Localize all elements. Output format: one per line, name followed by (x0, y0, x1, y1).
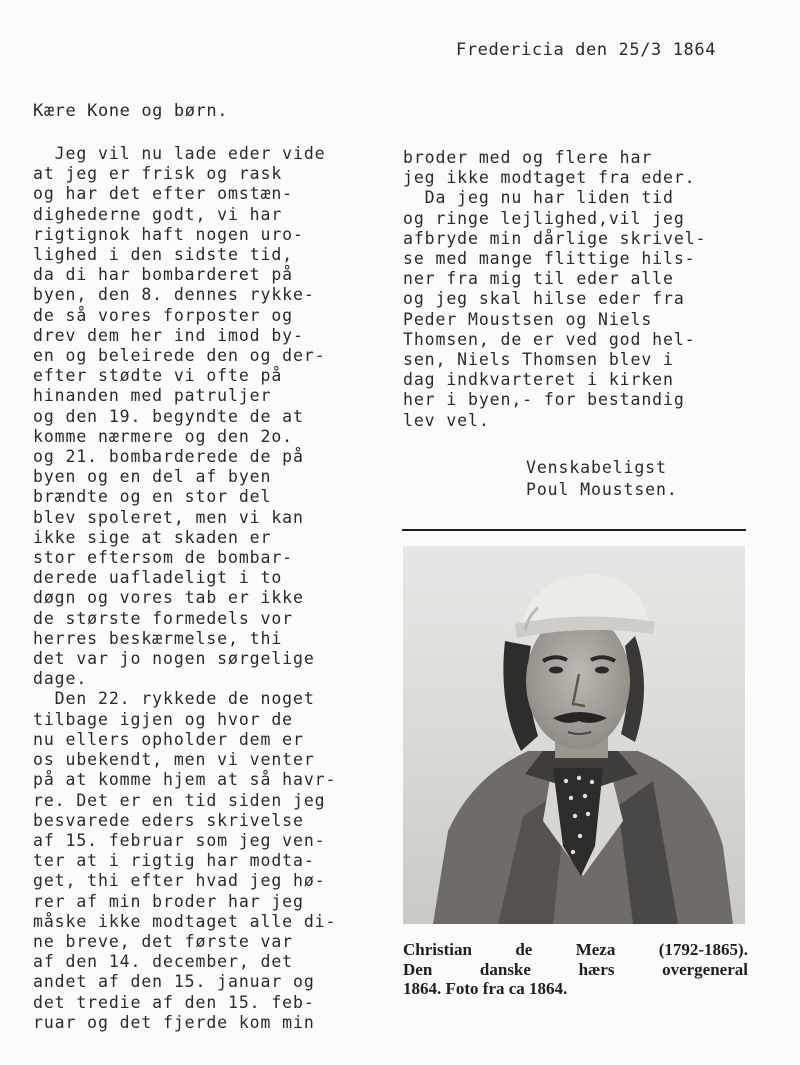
letter-line: nu ellers opholder dem er (33, 729, 304, 749)
portrait-photo (403, 546, 745, 924)
letter-line: besvarede eders skrivelse (33, 810, 304, 830)
letter-line: byen, den 8. dennes rykke- (33, 285, 315, 305)
letter-body-left-column (33, 144, 378, 1033)
signature-name: Poul Moustsen. (526, 480, 678, 499)
letter-line: det tredie af den 15. feb- (33, 992, 315, 1012)
letter-line: ne breve, det første var (33, 931, 294, 951)
letter-line: stor eftersom de bombar- (33, 548, 294, 568)
letter-line: og jeg skal hilse eder fra (403, 289, 685, 309)
letter-line: herres beskærmelse, thi (33, 628, 283, 648)
letter-line: komme nærmere og den 2o. (33, 426, 294, 446)
letter-line: ner fra mig til eder alle (403, 269, 674, 289)
letter-line: her i byen,- for bestandig (403, 390, 685, 410)
closing-text: Venskabeligst (526, 458, 667, 477)
photo-caption (403, 940, 748, 999)
letter-line: de største formedels vor (33, 608, 294, 628)
letter-signature-block (526, 457, 678, 501)
letter-line: måske ikke modtaget alle di- (33, 911, 337, 931)
letter-line: at jeg er frisk og rask (33, 164, 283, 184)
caption-line-2 (403, 960, 748, 980)
letter-line: re. Det er en tid siden jeg (33, 790, 326, 810)
letter-line: hinanden med patruljer (33, 386, 272, 406)
letter-line: os ubekendt, men vi venter (33, 750, 315, 770)
caption-word: hærs (578, 959, 615, 979)
letter-line: byen og en del af byen (33, 467, 272, 487)
letter-line: dag indkvarteret i kirken (403, 370, 674, 390)
letter-line: drev dem her ind imod by- (33, 325, 304, 345)
letter-line: dighederne godt, vi har (33, 204, 283, 224)
letter-line: ruar og det fjerde kom min (33, 1012, 315, 1032)
letter-line: af den 14. december, det (33, 952, 294, 972)
letter-line: de så vores forposter og (33, 305, 294, 325)
letter-line: ikke sige at skaden er (33, 527, 272, 547)
letter-line: lev vel. (403, 410, 490, 430)
letter-body-right-column (403, 148, 773, 431)
letter-line: sen, Niels Thomsen blev i (403, 350, 674, 370)
letter-line: ter at i rigtig har modta- (33, 851, 315, 871)
letter-greeting: Kære Kone og børn. (33, 101, 229, 121)
letter-line: efter stødte vi ofte på (33, 366, 283, 386)
letter-line: derede uafladeligt i to (33, 568, 283, 588)
letter-line: afbryde min dårlige skrivel- (403, 228, 707, 248)
letter-line: tilbage igjen og hvor de (33, 709, 294, 729)
letter-line: døgn og vores tab er ikke (33, 588, 304, 608)
caption-year: 1864. (403, 979, 442, 998)
caption-word: Den (403, 959, 433, 979)
caption-word: Meza (575, 940, 616, 959)
letter-line: og 21. bombarderede de på (33, 447, 304, 467)
letter-line: Jeg vil nu lade eder vide (33, 144, 326, 163)
letter-line: og ringe lejlighed,vil jeg (403, 208, 685, 228)
letter-line: get, thi efter hvad jeg hø- (33, 871, 326, 891)
letter-line: se med mange flittige hils- (403, 249, 696, 269)
letter-line: Peder Moustsen og Niels (403, 309, 653, 329)
caption-word: danske (479, 959, 531, 979)
letter-line: jeg ikke modtaget fra eder. (403, 168, 696, 188)
caption-word: Christian (403, 940, 472, 959)
caption-photo-note: Foto fra ca 1864. (441, 979, 568, 998)
letter-line: af 15. februar som jeg ven- (33, 830, 326, 850)
caption-line-3 (403, 979, 748, 999)
letter-line: lighed i den sidste tid, (33, 245, 294, 265)
letter-line: og har det efter omstæn- (33, 184, 294, 204)
letter-line: Den 22. rykkede de noget (33, 689, 315, 709)
letter-line: en og beleirede den og der- (33, 346, 326, 366)
letter-line: Da jeg nu har liden tid (403, 188, 674, 208)
letter-line: Thomsen, de er ved god hel- (403, 329, 696, 349)
letter-line: broder med og flere har (403, 148, 653, 167)
letter-line: dage. (33, 669, 88, 689)
letter-line: og den 19. begyndte de at (33, 406, 304, 426)
letter-line: det var jo nogen sørgelige (33, 649, 315, 669)
letter-line: på at komme hjem at så havr- (33, 770, 337, 790)
letter-line: brændte og en stor del (33, 487, 272, 507)
caption-line-1 (403, 940, 748, 960)
letter-line: andet af den 15. januar og (33, 972, 315, 992)
caption-word: (1792-1865). (658, 940, 748, 959)
letter-line: da di har bombarderet på (33, 265, 294, 285)
letter-line: rigtignok haft nogen uro- (33, 224, 304, 244)
portrait-illustration (403, 546, 745, 924)
caption-word: de (515, 940, 533, 959)
divider-rule (402, 529, 746, 531)
letter-line: rer af min broder har jeg (33, 891, 304, 911)
caption-word: overgeneral (662, 959, 748, 979)
letter-date: Fredericia den 25/3 1864 (456, 40, 717, 60)
letter-line: blev spoleret, men vi kan (33, 507, 304, 527)
